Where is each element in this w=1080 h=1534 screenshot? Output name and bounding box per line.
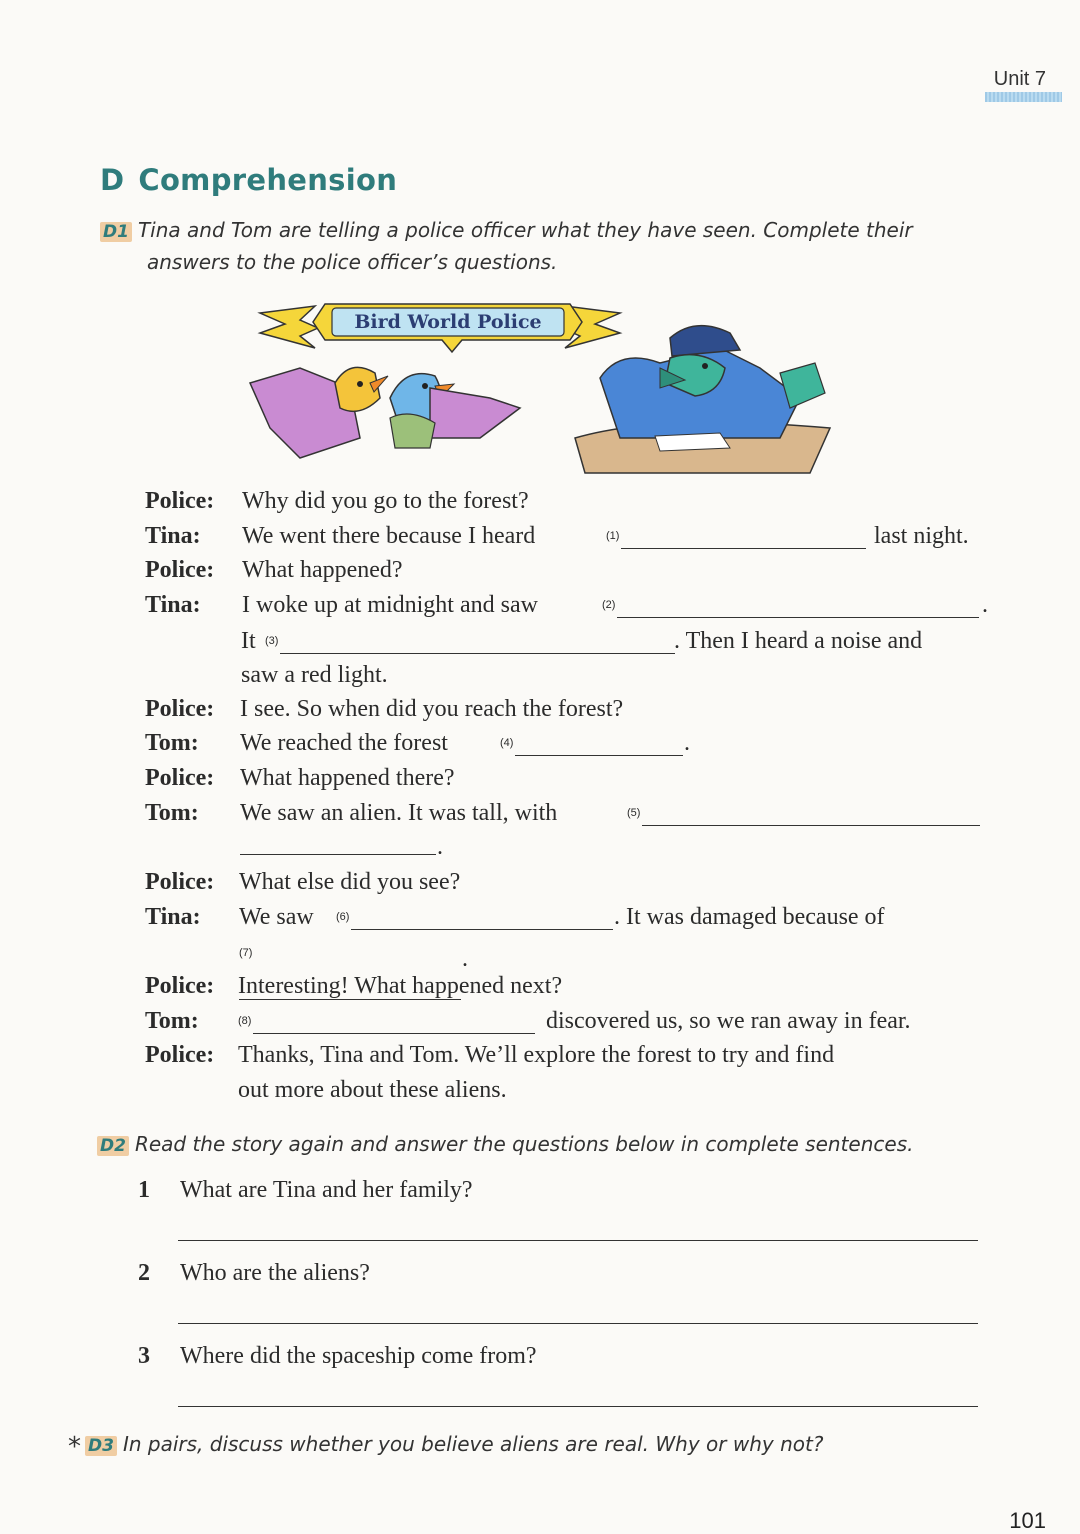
dialogue-text: Interesting! What happened next? bbox=[238, 973, 563, 999]
bird-police-illustration bbox=[240, 288, 840, 478]
dialogue-text: Thanks, Tina and Tom. We’ll explore the forest to try and find bbox=[238, 1042, 835, 1068]
question-text: What are Tina and her family? bbox=[180, 1177, 473, 1203]
dialogue-text: We saw bbox=[239, 904, 314, 930]
police-officer-bird bbox=[575, 326, 830, 473]
dialogue-text: We went there because I heard bbox=[242, 523, 536, 549]
blank-number: (1) bbox=[606, 530, 620, 542]
unit-label: Unit 7 bbox=[993, 68, 1046, 90]
dialogue-text: I woke up at midnight and saw bbox=[242, 592, 538, 618]
banner-text: Bird World Police bbox=[354, 311, 542, 333]
dialogue-text: . bbox=[437, 834, 443, 860]
page-number: 101 bbox=[1009, 1508, 1046, 1533]
speaker-label: Tina: bbox=[145, 523, 201, 549]
dialogue-text: We reached the forest bbox=[240, 730, 448, 756]
dialogue-text: It bbox=[241, 628, 256, 654]
d2-instruction bbox=[97, 1128, 913, 1160]
dialogue-text: . bbox=[462, 946, 468, 972]
dialogue-text: out more about these aliens. bbox=[238, 1077, 507, 1103]
blank-number: (3) bbox=[265, 635, 279, 647]
speaker-label: Tom: bbox=[145, 1008, 199, 1034]
blank-6[interactable] bbox=[336, 902, 613, 938]
blank-1[interactable] bbox=[606, 521, 866, 557]
speaker-label: Police: bbox=[145, 1042, 215, 1068]
dialogue-text: What else did you see? bbox=[239, 869, 461, 895]
question-number: 3 bbox=[138, 1343, 150, 1369]
blank-number: (6) bbox=[336, 911, 350, 923]
answer-line-2[interactable] bbox=[178, 1323, 978, 1324]
blank-2[interactable] bbox=[602, 590, 979, 626]
section-letter: D bbox=[100, 163, 125, 197]
blank-number: (7) bbox=[239, 947, 253, 959]
speaker-label: Tina: bbox=[145, 904, 201, 930]
dialogue-text: saw a red light. bbox=[241, 662, 388, 688]
dialogue-text: We saw an alien. It was tall, with bbox=[240, 800, 558, 826]
dialogue-text: discovered us, so we ran away in fear. bbox=[546, 1008, 911, 1034]
d3-instruction-text: In pairs, discuss whether you believe aliens are real. Why or why not? bbox=[122, 1432, 824, 1456]
dialogue-text: I see. So when did you reach the forest? bbox=[240, 696, 624, 722]
unit-underline-bar bbox=[985, 92, 1062, 102]
d1-tag: D1 bbox=[100, 222, 132, 242]
dialogue-text: Why did you go to the forest? bbox=[242, 488, 529, 514]
section-heading: Comprehension bbox=[138, 163, 398, 197]
d2-tag: D2 bbox=[97, 1136, 129, 1156]
speaker-label: Police: bbox=[145, 557, 215, 583]
d3-instruction bbox=[68, 1428, 823, 1463]
dialogue-text: . It was damaged because of bbox=[614, 904, 885, 930]
dialogue-text: . bbox=[684, 730, 690, 756]
blank-3[interactable] bbox=[265, 626, 675, 662]
d1-instruction-line2: answers to the police officer’s questions. bbox=[147, 250, 558, 274]
answer-line-3[interactable] bbox=[178, 1406, 978, 1407]
question-text: Where did the spaceship come from? bbox=[180, 1343, 537, 1369]
speaker-label: Tom: bbox=[145, 800, 199, 826]
blank-5[interactable] bbox=[627, 798, 980, 834]
dialogue-text: What happened? bbox=[242, 557, 403, 583]
d1-instruction-line1: Tina and Tom are telling a police officer what they have seen. Complete their bbox=[137, 218, 913, 242]
blank-5-continued[interactable] bbox=[240, 832, 436, 863]
star-icon: * bbox=[68, 1432, 81, 1462]
dialogue-text: last night. bbox=[874, 523, 969, 549]
banner-graphic bbox=[260, 304, 620, 352]
dialogue-text: . bbox=[982, 592, 988, 618]
question-number: 2 bbox=[138, 1260, 150, 1286]
speaker-label: Police: bbox=[145, 765, 215, 791]
question-number: 1 bbox=[138, 1177, 150, 1203]
d1-instruction bbox=[100, 214, 950, 278]
blank-number: (2) bbox=[602, 599, 616, 611]
speaker-label: Police: bbox=[145, 973, 215, 999]
answer-line-1[interactable] bbox=[178, 1240, 978, 1241]
blank-number: (8) bbox=[238, 1015, 252, 1027]
dialogue-text: What happened there? bbox=[240, 765, 455, 791]
section-title bbox=[100, 163, 397, 197]
blank-number: (5) bbox=[627, 807, 641, 819]
speaker-label: Police: bbox=[145, 488, 215, 514]
question-text: Who are the aliens? bbox=[180, 1260, 370, 1286]
speaker-label: Police: bbox=[145, 696, 215, 722]
d2-instruction-text: Read the story again and answer the questions below in complete sentences. bbox=[134, 1132, 914, 1156]
blank-number: (4) bbox=[500, 737, 514, 749]
blank-4[interactable] bbox=[500, 728, 683, 764]
speaker-label: Tina: bbox=[145, 592, 201, 618]
speaker-label: Police: bbox=[145, 869, 215, 895]
speaker-label: Tom: bbox=[145, 730, 199, 756]
d3-tag: D3 bbox=[85, 1436, 117, 1456]
dialogue-text: . Then I heard a noise and bbox=[674, 628, 923, 654]
tina-tom-birds bbox=[250, 367, 520, 458]
blank-8[interactable] bbox=[238, 1006, 535, 1042]
